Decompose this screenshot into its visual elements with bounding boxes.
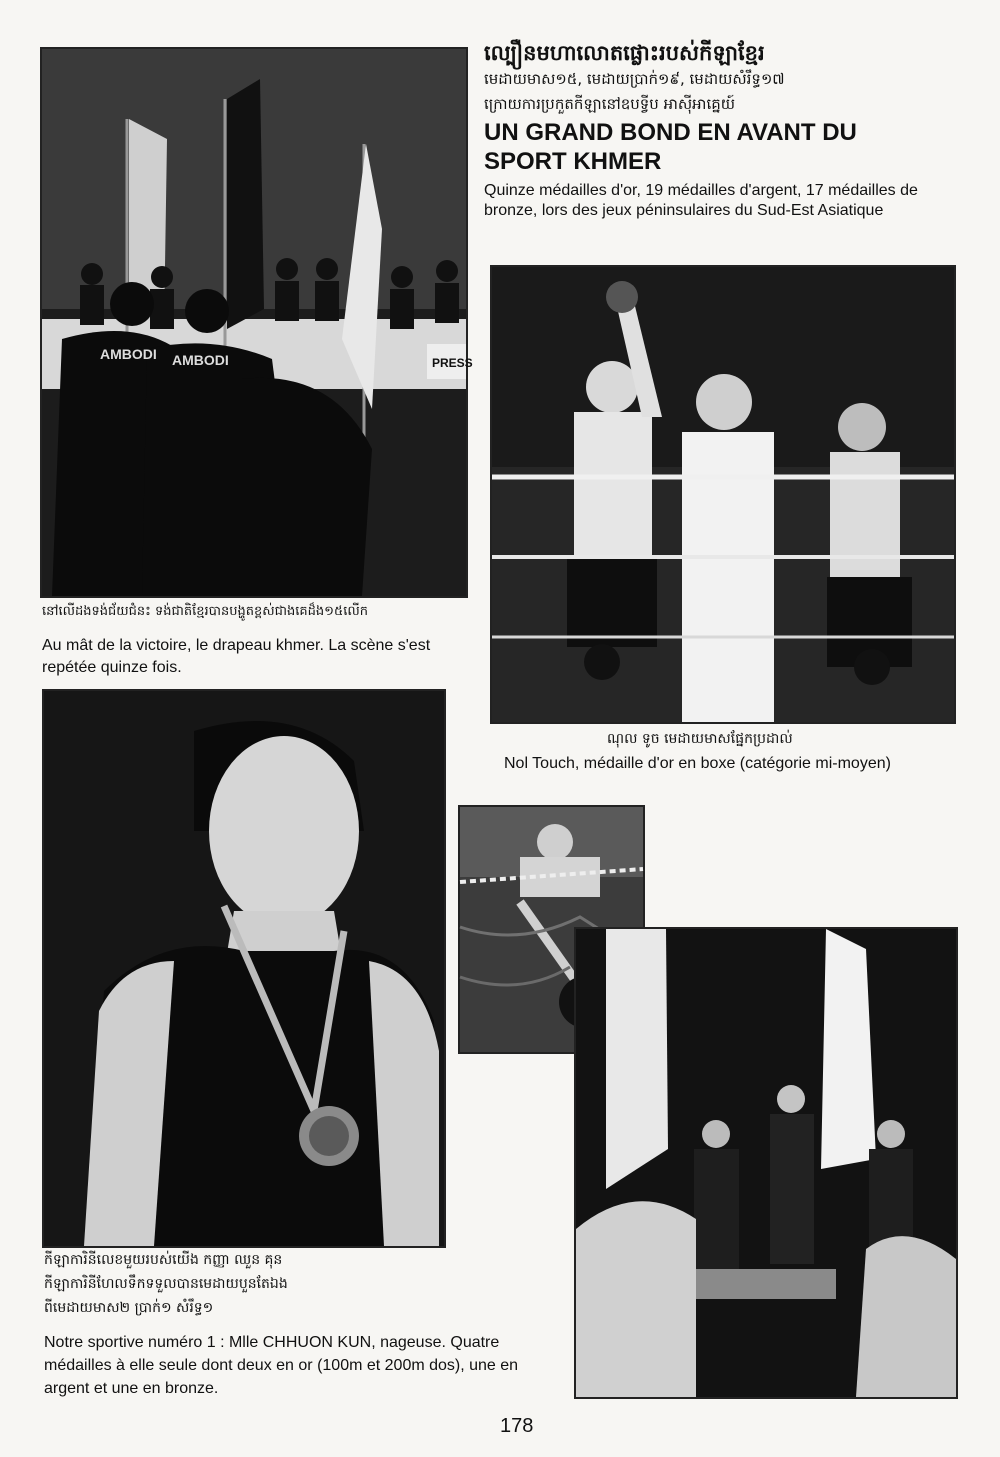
flag-caption-khmer: នៅលើដងទង់ជ័យជំនះ ទង់ជាតិខ្មែរបានបង្ហូតខ្ពស់ជាងគេដ៏ង១៥លើក xyxy=(42,604,368,619)
khmer-subtitle-2: ក្រោយការប្រកួតកីឡានៅឧបទ្វីប អាស៊ីអាគ្នេយ៍ xyxy=(484,95,736,113)
khmer-title: ល្បឿនមហាលោតផ្លោះរបស់កីឡាខ្មែរ xyxy=(484,41,765,65)
jacket-lettering: AMBODI xyxy=(172,352,229,368)
boxing-photo xyxy=(490,265,956,724)
swimmer-caption-fr: Notre sportive numéro 1 : Mlle CHHUON KUN, nageuse. Quatre médailles à elle seule dont deux en or (100m et 200m dos), une en argent et une en bronze. xyxy=(44,1334,519,1397)
swimmer-caption-khmer-3: ពីមេដាយមាស២ ប្រាក់១ សំរឹទ្ធ១ xyxy=(44,1300,214,1316)
swimmer-portrait-photo xyxy=(42,689,446,1248)
jacket-lettering: AMBODI xyxy=(100,346,157,362)
khmer-subtitle-1: មេដាយមាស១៥, មេដាយប្រាក់១៩, មេដាយសំរឹទ្ធ១៧ xyxy=(484,70,785,88)
press-sign: PRESS xyxy=(432,356,473,370)
flag-icon xyxy=(606,929,668,1189)
flag-ceremony-photo xyxy=(40,47,473,598)
page-number: 178 xyxy=(500,1415,534,1437)
podium-photo xyxy=(574,927,958,1399)
boxing-caption-khmer: ណុល ទូច មេដាយមាសផ្នែកប្រដាល់ xyxy=(607,731,793,747)
flag-icon xyxy=(227,79,264,329)
page-subtitle: Quinze médailles d'or, 19 médailles d'argent, 17 médailles de bronze, lors des jeux péninsulaires du Sud-Est Asiatique xyxy=(484,182,918,219)
swimmer-caption-khmer-2: កីឡាការិនីហែលទឹកទទួលបានមេដាយបួនតែឯង xyxy=(44,1276,288,1292)
swimmer-caption-khmer-1: កីឡាការិនីលេខមួយរបស់យើង កញ្ញា ឈួន គុន xyxy=(44,1252,283,1268)
boxing-caption-fr: Nol Touch, médaille d'or en boxe (catégorie mi-moyen) xyxy=(504,755,891,772)
page-title-line-1: UN GRAND BOND EN AVANT DU xyxy=(484,119,857,146)
page-title-line-2: SPORT KHMER xyxy=(484,148,662,175)
flag-caption-fr: Au mât de la victoire, le drapeau khmer. La scène s'est repétée quinze fois. xyxy=(42,637,431,676)
